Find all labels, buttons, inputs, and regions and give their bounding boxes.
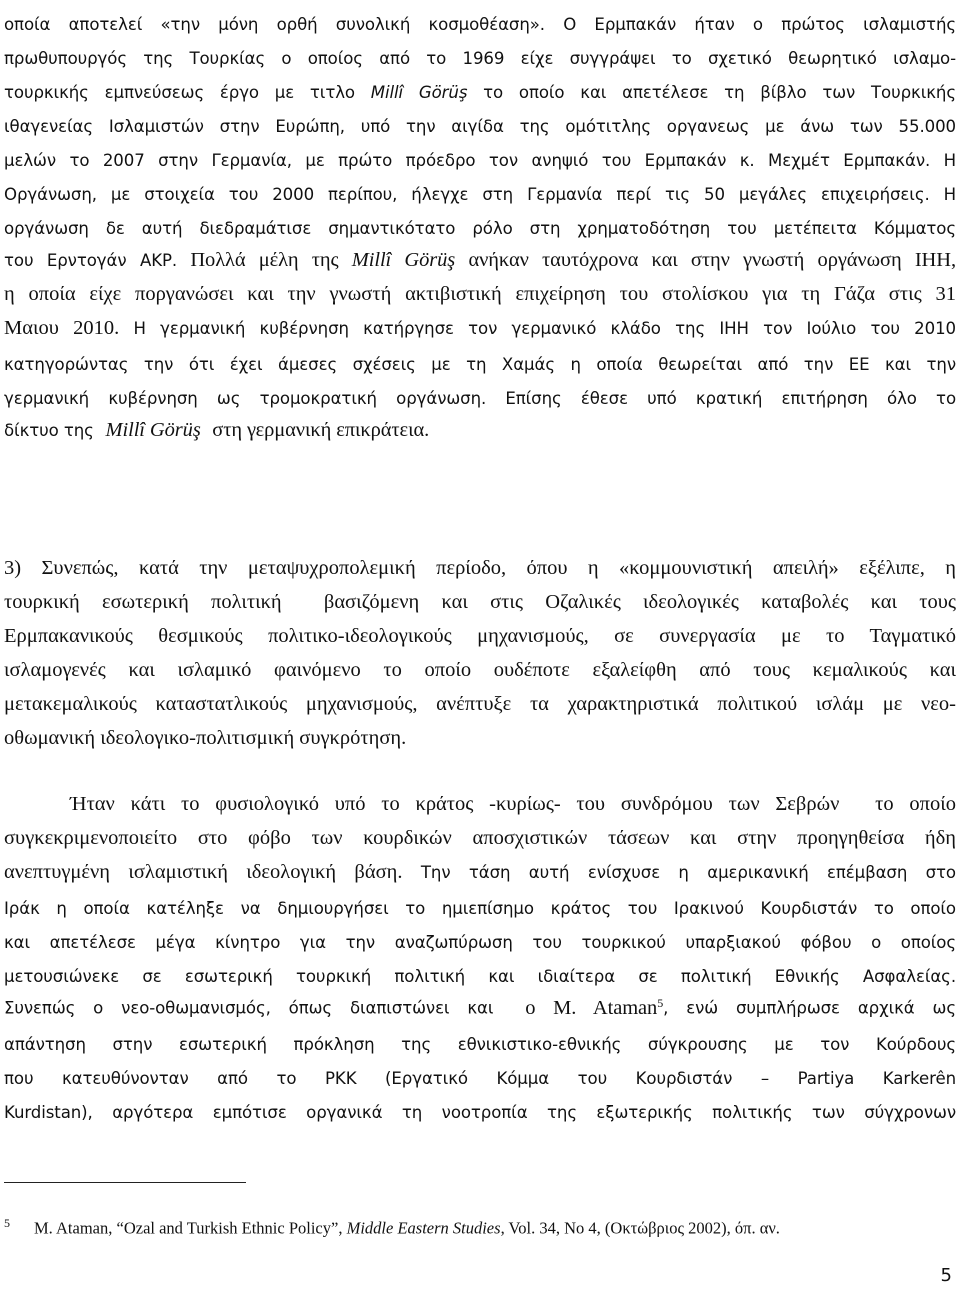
line-text: μελών το 2007 στην Γερμανία, με πρώτο πρόεδρο τον ανηψιό του Ερμπακάν κ. Μεχμέτ Ερμπακάν. Η [4,151,956,170]
page-number: 5 [940,1265,952,1286]
line-text: συγκεκριμενοποιείτο στο φόβο των κουρδικών αποσχιστικών τάσεων και στην προηγηθείσα ήδη [4,827,956,849]
line-text: Η γερμανική κυβέρνηση κατήργησε τον γερμανικό κλάδο της ΙΗΗ τον Ιούλιο του 2010 [119,319,956,338]
line-text: η οποία είχε ποργανώσει και την γνωστή ακτιβιστική επιχείρηση του στολίσκου για τη Γάζα στις 31 [4,283,956,305]
line-text: οργάνωση δε αυτή διεδραμάτισε σημαντικότατο ρόλο στη χρηματοδότηση του μετέπειτα Κόμματος [4,219,956,238]
footnote-journal: Middle Eastern Studies [346,1218,501,1238]
line-text: 3) Συνεπώς, κατά την μεταψυχροπολεμική περίοδο, όπου η «κομμουνιστική απειλή» εξέλιπε, η [4,557,956,579]
line-text: πρωθυπουργός της Τουρκίας ο οποίος από το 1969 είχε συγγράψει το σχετικό θεωρητικό ισλαμο- [4,49,956,68]
paragraph-1 [4,0,956,442]
footnote-article: Ozal and Turkish Ethnic Policy [123,1218,331,1238]
footnote-number: 5 [4,1216,10,1230]
line-text: Ιράκ η οποία κατέληξε να δημιουργήσει το ημιεπίσημο κράτος του Ιρακινού Κουρδιστάν το οποίο [4,899,956,918]
text-line [4,1020,956,1054]
text-line [4,850,956,884]
line-text: Οργάνωση, με στοιχεία του 2000 περίπου, ήλεγχε στη Γερμανία περί τις 50 μεγάλες επιχειρήσεις. Η [4,185,956,204]
line-text: το οποίο και απετέλεσε τη βίβλο των Τουρκικής [467,83,956,102]
line-text: τουρκική εσωτερική πολιτική [4,591,282,613]
line-text: Μαιου 2010. [4,317,120,339]
footnote-author: M. Ataman, “ [34,1218,124,1238]
text-line [4,546,956,580]
line-text: Kurdistan), αργότερα εμπότισε οργανικά τη νοοτροπία της εξωτερικής πολιτικής των σύγχρονων [4,1103,956,1122]
text-line [4,1088,956,1122]
text-line [4,816,956,850]
line-text: οθωμανική ιδεολογικο-πολιτισμική συγκρότηση. [4,727,407,749]
text-line [4,374,956,408]
text-line [4,580,956,614]
line-text: του Ερντογάν ΑΚΡ. [4,251,178,270]
footnote-divider [4,1182,246,1183]
text-line [4,986,956,1020]
line-text: κατηγορώντας την ότι έχει άμεσες σχέσεις με τη Χαμάς η οποία θεωρείται από την ΕΕ και την [4,355,956,374]
text-line [4,136,956,170]
text-line [4,716,956,750]
footnote-details: , Vol. 34, No 4, (Οκτώβριος 2002), όπ. αν. [500,1218,780,1238]
paragraph-3 [4,782,956,1122]
footnote-ref[interactable]: 5 [657,996,664,1011]
text-line [4,102,956,136]
footnote-separator: ”, [331,1218,347,1238]
line-text: Ήταν κάτι το φυσιολογικό υπό το κράτος -κυρίως- του συνδρόμου των Σεβρών [70,793,840,815]
text-line [4,272,956,306]
line-text: Επίσης έθεσε υπό κρατική επιτήρηση όλο το [486,389,956,408]
line-text: Πολλά μέλη της [177,249,352,271]
line-text: Ερμπακανικούς θεσμικούς πολιτικο-ιδεολογικούς μηχανισμούς, σε συνεργασία με το Ταγματικό [4,625,956,647]
footnote [4,1216,956,1239]
line-text: γερμανική κυβέρνηση ως τρομοκρατική οργάνωση. [4,389,487,408]
line-text: Partiya Karkerên [797,1069,956,1088]
text-line [4,170,956,204]
text-line [4,648,956,682]
text-line [4,0,956,34]
text-line [4,34,956,68]
line-text: ισλαμογενές και ισλαμικό φαινόμενο το οποίο ουδέποτε εξαλείφθη από τους κεμαλικούς και [4,659,956,681]
line-text: ο M. Ataman [507,997,658,1019]
text-line [4,782,956,816]
line-text: δίκτυο της [4,421,99,440]
text-line [4,884,956,918]
line-text: και απετέλεσε μέγα κίνητρο για την αναζωπύρωση του τουρκικού υπαρξιακού φόβου ο οποίος [4,933,956,952]
line-text: στη γερμανική επικράτεια. [207,419,430,441]
line-text: ιθαγενείας Ισλαμιστών στην Ευρώπη, υπό την αιγίδα της ομότιτλης οργανεως με άνω των 55.000 [4,117,956,136]
italic-title: Millî Görüş [351,249,456,271]
text-line [4,952,956,986]
line-text: που κατευθύνονταν από το PKK (Εργατικό Κόμμα του Κουρδιστάν [4,1069,733,1088]
italic-title: Millî Görüş [105,419,201,441]
text-line [4,614,956,648]
text-line [4,340,956,374]
text-line [4,204,956,238]
text-line [4,238,956,272]
line-text: μετακεμαλικούς καταστατλικούς μηχανισμούς, ανέπτυξε τα χαρακτηριστικά πολιτικού ισλάμ με νεο- [4,693,956,715]
line-text: – [732,1069,798,1088]
line-text: βασιζόμενη και στις Οζαλικές ιδεολογικές καταβολές και τους [301,591,956,613]
line-text: μετουσιώνεκε σε εσωτερική τουρκική πολιτική και ιδιαίτερα σε πολιτική Εθνικής Ασφαλείας. [4,967,956,986]
text-line [4,306,956,340]
line-text: το οποίο [859,793,956,815]
line-text: απάντηση στην εσωτερική πρόκληση της εθνικιστικο-εθνικής σύγκρουσης με τον Κούρδους [4,1035,956,1054]
text-line [4,682,956,716]
line-text: Την τάση αυτή ενίσχυσε η αμερικανική επέμβαση στο [402,863,956,882]
text-line [4,408,956,442]
line-text: ανήκαν ταυτόχρονα και στην γνωστή οργάνωση ΙΗΗ, [455,249,956,271]
line-text: Συνεπώς ο νεο-οθωμανισμός, όπως διαπιστώνει και [4,999,494,1018]
line-text: τουρκικής εμπνεύσεως έργο με τιτλο [4,83,371,102]
line-text: , ενώ συμπλήρωσε αρχικά ως [663,999,956,1018]
italic-title: Millî Görüş [370,83,468,102]
text-line [4,918,956,952]
text-line [4,1054,956,1088]
text-line [4,68,956,102]
line-text: οποία αποτελεί «την μόνη ορθή συνολική κοσμοθέαση». Ο Ερμπακάν ήταν ο πρώτος ισλαμιστής [4,15,956,34]
paragraph-2 [4,546,956,750]
line-text: ανεπτυγμένη ισλαμιστική ιδεολογική βάση. [4,861,403,883]
